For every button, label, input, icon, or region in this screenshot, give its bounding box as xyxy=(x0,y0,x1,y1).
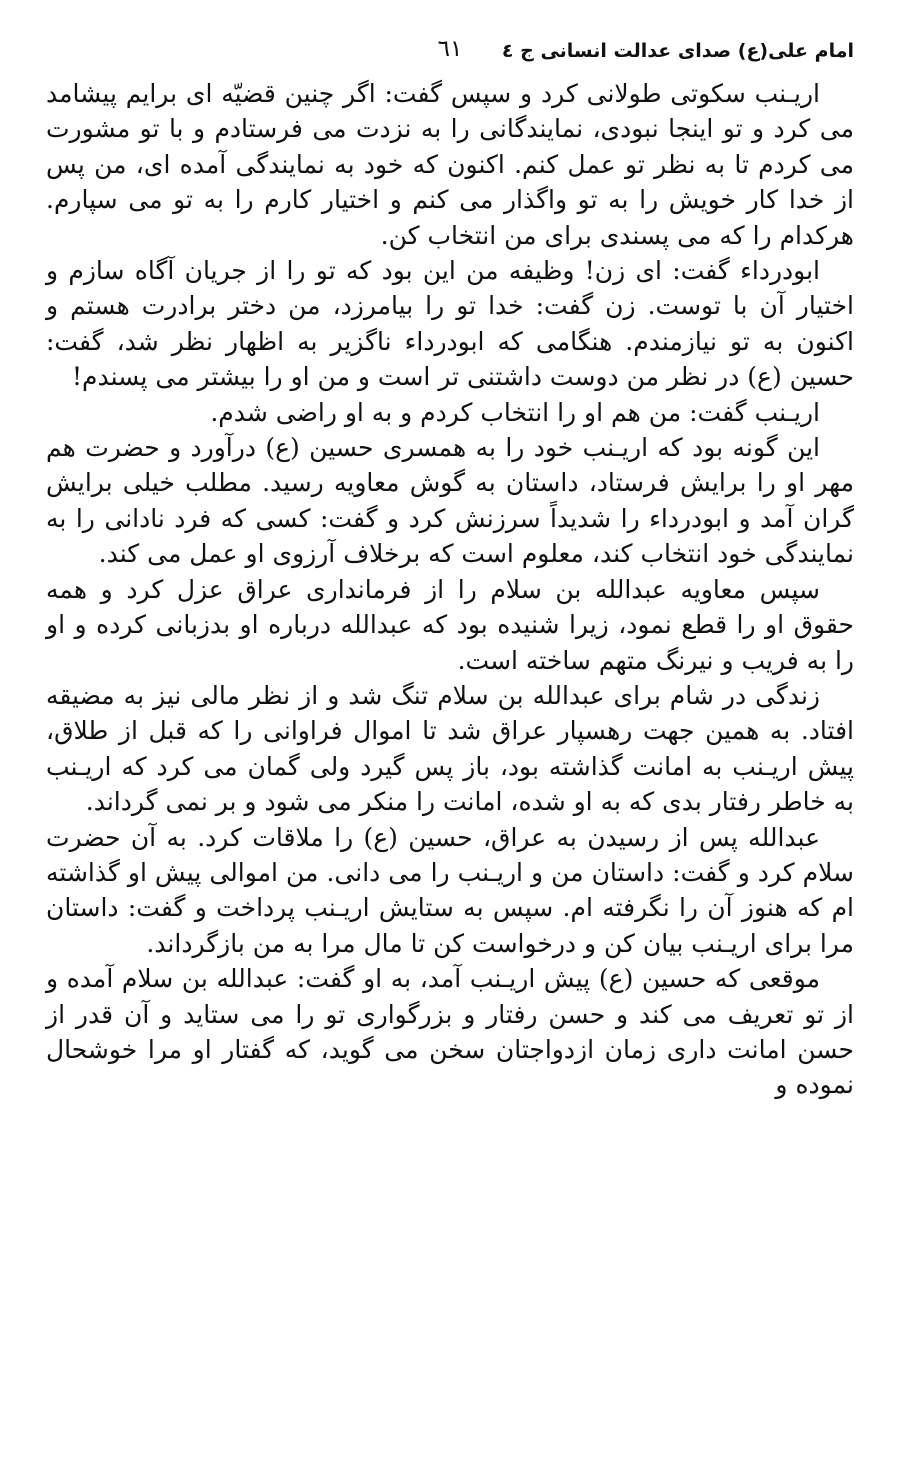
paragraph: این گونه بود که اریـنب خود را به همسری حسین (ع) درآورد و حضرت هم مهر او را برایش فرستاد، داستان به گوش معاویه رسید. مطلب خیلی برایش گران آمد و ابودرداء را شدیداً سرزنش کرد و گفت: کسی که فرد نادانی را به نمایندگی خود انتخاب کند، معلوم است که برخلاف آرزوی او عمل می کند. xyxy=(46,433,854,569)
paragraph: سپس معاویه عبدالله بن سلام را از فرمانداری عراق عزل کرد و همه حقوق او را قطع نمود، زیرا شنیده بود که عبدالله درباره او بدزبانی کرده و او را به فریب و نیرنگ متهم ساخته است. xyxy=(46,574,854,675)
book-title-header: امام علی(ع) صدای عدالت انسانی ج ٤ xyxy=(501,40,854,62)
paragraph: زندگی در شام برای عبدالله بن سلام تنگ شد و از نظر مالی نیز به مضیقه افتاد. به همین جهت رهسپار عراق شد تا اموال فراوانی را که قبل از طلاق، پیش اریـنب به امانت گذاشته بود، باز پس گیرد ولی گمان می کرد که اریـنب به خاطر رفتار بدی که به او شده، امانت را منکر می شود و بر نمی گرداند. xyxy=(46,680,854,817)
paragraph: اریـنب گفت: من هم او را انتخاب کردم و به او راضی شدم. xyxy=(210,397,820,427)
running-header xyxy=(46,36,854,70)
paragraph: اریـنب سکوتی طولانی کرد و سپس گفت: اگر چنین قضیّه ای برایم پیشامد می کرد و تو اینجا نبودی، نمایندگانی را به نزدت می فرستادم و با تو مشورت می کردم تا به نظر تو عمل کنم. اکنون که خود به نمایندگی آمده ای، من پس از خدا کار خویش را به تو واگذار می کنم و اختیار کارم را به تو می سپارم. هرکدام را که می پسندی برای من انتخاب کن. xyxy=(46,79,854,250)
body-text xyxy=(46,76,854,1103)
paragraph: موقعی که حسین (ع) پیش اریـنب آمد، به او گفت: عبدالله بن سلام آمده و از تو تعریف می کند و حسن رفتار و بزرگواری تو را می ستاید و آن قدر از حسن امانت داری زمان ازدواجتان سخن می گوید، که گفتار او مرا خوشحال نموده و xyxy=(46,964,854,1100)
paragraph: عبدالله پس از رسیدن به عراق، حسین (ع) را ملاقات کرد. به آن حضرت سلام کرد و گفت: داستان من و اریـنب را می دانی. من اموالی پیش او گذاشته ام که هنوز آن را نگرفته ام. سپس به ستایش اریـنب پرداخت و گفت: داستان مرا برای اریـنب بیان کن و درخواست کن تا مال مرا به من بازگرداند. xyxy=(46,822,854,958)
paragraph: ابودرداء گفت: ای زن! وظیفه من این بود که تو را از جریان آگاه سازم و اختیار آن با توست. زن گفت: خدا تو را بیامرزد، من دختر برادرت هستم و اکنون به تو نیازمندم. هنگامی که ابودرداء ناگزیر به اظهار نظر شد، گفت: حسین (ع) در نظر من دوست داشتنی تر است و من او را بیشتر می پسندم! xyxy=(46,256,854,392)
page-number: ٦١ xyxy=(437,36,463,62)
